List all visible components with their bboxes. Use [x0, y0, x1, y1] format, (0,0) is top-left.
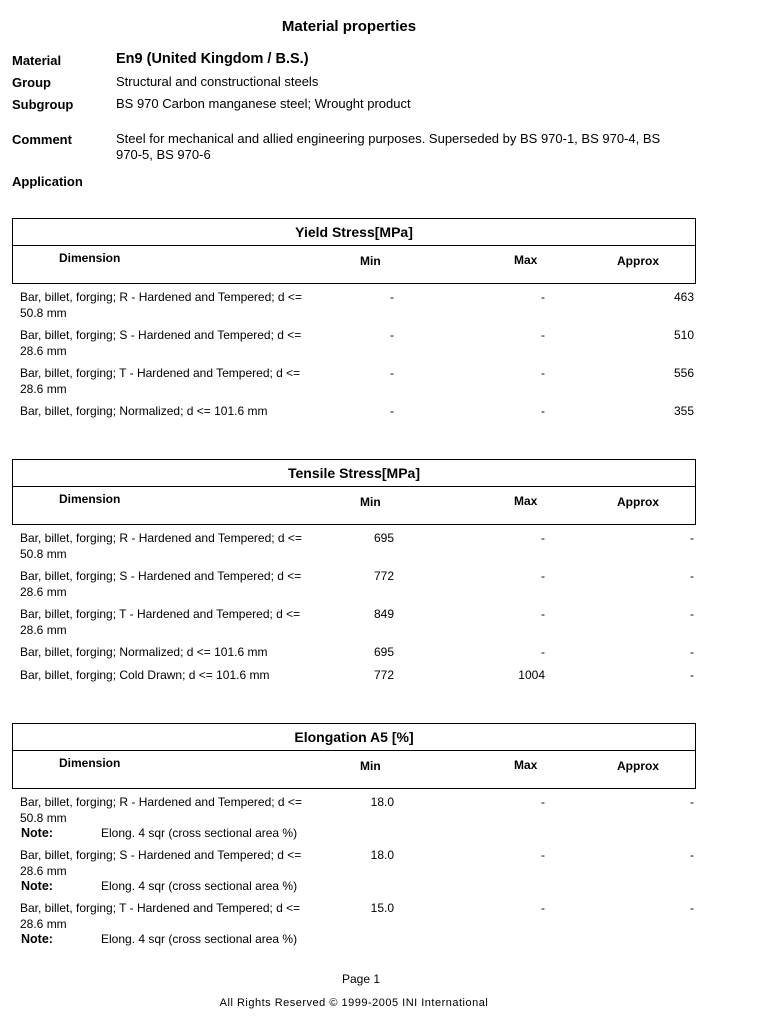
row-min: 695 [373, 645, 394, 659]
row-max: - [541, 531, 545, 545]
col-max-header: Max [514, 253, 538, 267]
col-dimension-header: Dimension [59, 756, 121, 770]
row-approx: - [690, 645, 694, 659]
note-text: Elong. 4 sqr (cross sectional area %) [101, 826, 298, 840]
elongation-table-header [12, 723, 696, 789]
row-max: - [541, 645, 545, 659]
note-text: Elong. 4 sqr (cross sectional area %) [101, 879, 298, 893]
row-approx: - [690, 901, 694, 915]
row-dimension: Bar, billet, forging; T - Hardened and Tempered; d <= 28.6 mm [20, 607, 301, 637]
page-title: Material properties [281, 18, 417, 35]
page-number: Page 1 [341, 972, 381, 986]
row-dimension: Bar, billet, forging; S - Hardened and Tempered; d <= 28.6 mm [20, 848, 302, 878]
subgroup-label: Subgroup [12, 97, 74, 112]
yield-stress-section [12, 218, 696, 418]
row-approx: 510 [673, 328, 694, 342]
row-dimension: Bar, billet, forging; Cold Drawn; d <= 101.6 mm [20, 668, 270, 682]
comment-value: Steel for mechanical and allied engineering purposes. Superseded by BS 970-1, BS 970-4, BS 970-5, BS 970-6 [116, 131, 661, 162]
elongation-title: Elongation A5 [%] [13, 724, 695, 751]
row-max: - [541, 290, 545, 304]
group-value: Structural and constructional steels [116, 74, 319, 89]
row-approx: - [690, 569, 694, 583]
row-min: - [390, 366, 394, 380]
row-max: - [541, 607, 545, 621]
row-max: - [541, 404, 545, 418]
note-label: Note: [21, 826, 53, 840]
row-min: 849 [373, 607, 394, 621]
row-approx: - [690, 668, 694, 682]
row-approx: - [690, 607, 694, 621]
row-dimension: Bar, billet, forging; Normalized; d <= 101.6 mm [20, 404, 268, 418]
row-max: - [541, 795, 545, 809]
row-approx: 463 [673, 290, 694, 304]
row-dimension: Bar, billet, forging; R - Hardened and Tempered; d <= 50.8 mm [20, 531, 302, 561]
row-dimension: Bar, billet, forging; R - Hardened and Tempered; d <= 50.8 mm [20, 290, 302, 320]
tensile-stress-title: Tensile Stress[MPa] [13, 460, 695, 487]
row-dimension: Bar, billet, forging; R - Hardened and Tempered; d <= 50.8 mm [20, 795, 302, 825]
row-max: - [541, 848, 545, 862]
row-dimension: Bar, billet, forging; T - Hardened and Tempered; d <= 28.6 mm [20, 901, 301, 931]
material-value: En9 (United Kingdom / B.S.) [116, 51, 309, 67]
col-approx-header: Approx [617, 759, 659, 773]
row-min: - [390, 290, 394, 304]
row-min: 18.0 [370, 795, 394, 809]
col-dimension-header: Dimension [59, 251, 121, 265]
yield-stress-table-header [12, 218, 696, 284]
row-dimension: Bar, billet, forging; S - Hardened and Tempered; d <= 28.6 mm [20, 328, 302, 358]
tensile-stress-section [12, 459, 696, 682]
subgroup-value: BS 970 Carbon manganese steel; Wrought product [116, 96, 411, 111]
material-label: Material [12, 53, 62, 68]
row-approx: - [690, 848, 694, 862]
col-min-header: Min [360, 495, 381, 509]
group-label: Group [12, 75, 51, 90]
comment-label: Comment [12, 132, 72, 147]
row-min: 772 [373, 668, 394, 682]
row-min: 15.0 [370, 901, 394, 915]
row-dimension: Bar, billet, forging; T - Hardened and Tempered; d <= 28.6 mm [20, 366, 301, 396]
note-text: Elong. 4 sqr (cross sectional area %) [101, 932, 298, 946]
copyright-notice: All Rights Reserved © 1999-2005 INI International [219, 997, 489, 1009]
row-max: - [541, 569, 545, 583]
row-min: 695 [373, 531, 394, 545]
row-max: - [541, 366, 545, 380]
row-dimension: Bar, billet, forging; Normalized; d <= 101.6 mm [20, 645, 268, 659]
row-max: 1004 [518, 668, 545, 682]
col-dimension-header: Dimension [59, 492, 121, 506]
row-dimension: Bar, billet, forging; S - Hardened and Tempered; d <= 28.6 mm [20, 569, 302, 599]
col-max-header: Max [514, 494, 538, 508]
row-max: - [541, 328, 545, 342]
yield-stress-title: Yield Stress[MPa] [13, 219, 695, 246]
row-approx: 355 [673, 404, 694, 418]
col-approx-header: Approx [617, 495, 659, 509]
application-label: Application [12, 174, 83, 189]
row-max: - [541, 901, 545, 915]
note-label: Note: [21, 932, 53, 946]
row-min: - [390, 328, 394, 342]
row-min: 18.0 [370, 848, 394, 862]
col-min-header: Min [360, 759, 381, 773]
row-approx: - [690, 795, 694, 809]
row-approx: - [690, 531, 694, 545]
elongation-section [12, 723, 696, 946]
row-min: 772 [373, 569, 394, 583]
col-max-header: Max [514, 758, 538, 772]
col-approx-header: Approx [617, 254, 659, 268]
note-label: Note: [21, 879, 53, 893]
col-min-header: Min [360, 254, 381, 268]
row-min: - [390, 404, 394, 418]
tensile-stress-table-header [12, 459, 696, 525]
row-approx: 556 [673, 366, 694, 380]
